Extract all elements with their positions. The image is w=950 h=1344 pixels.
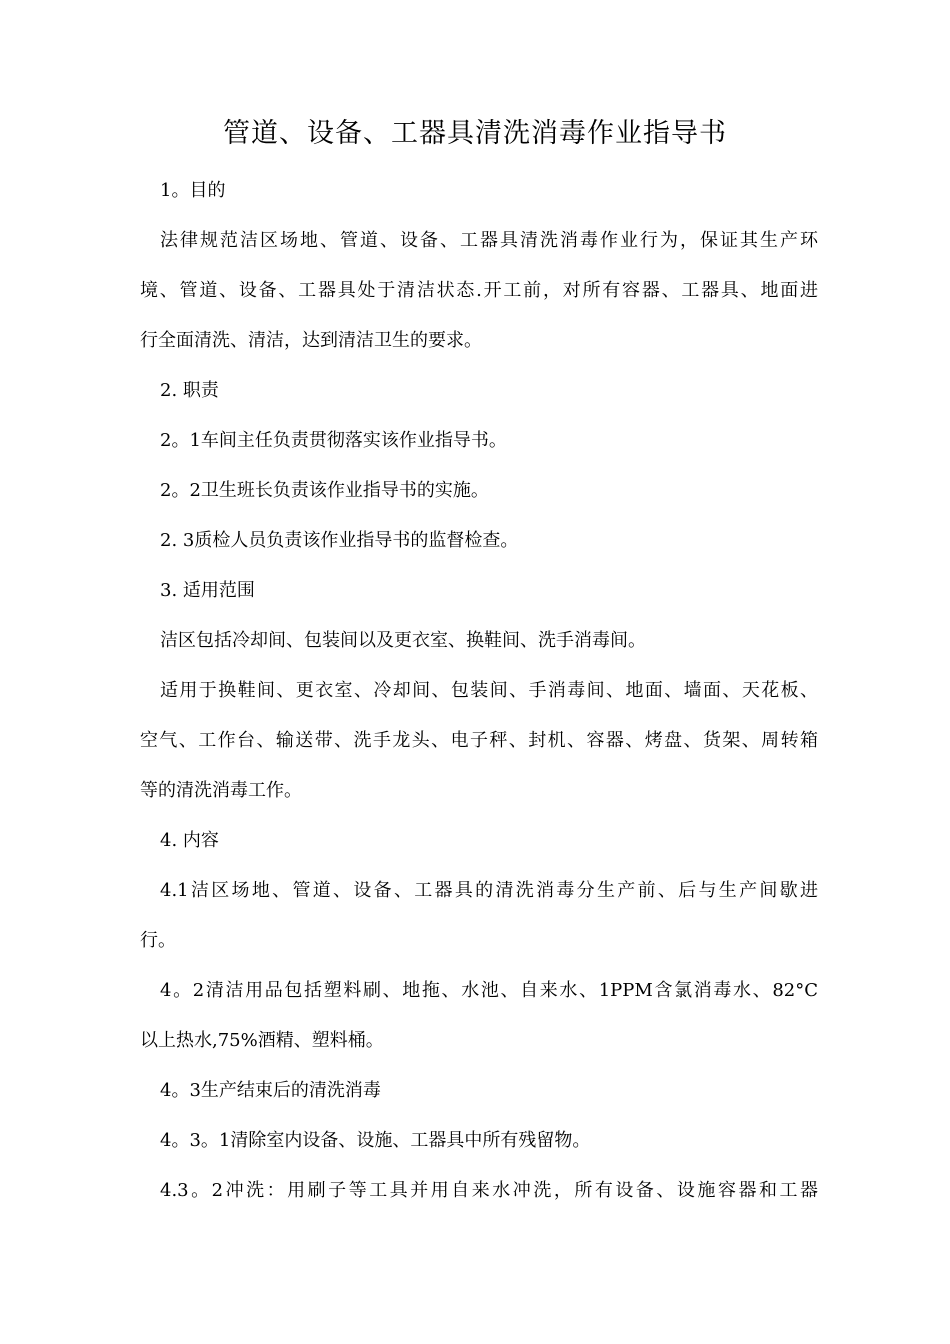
paragraph-line: 适用于换鞋间、更衣室、冷却间、包装间、手消毒间、地面、墙面、天花板、 (160, 680, 818, 701)
section-heading-scope: 3. 适用范围 (160, 580, 255, 601)
paragraph-line: 2。2卫生班长负责该作业指导书的实施。 (160, 480, 489, 501)
paragraph-line: 4。2清洁用品包括塑料刷、地拖、水池、自来水、1PPM含氯消毒水、82°C (160, 980, 818, 1001)
paragraph-line: 等的清洗消毒工作。 (140, 780, 302, 801)
paragraph-line: 空气、工作台、输送带、洗手龙头、电子秤、封机、容器、烤盘、货架、周转箱 (140, 730, 818, 751)
paragraph-line: 行。 (140, 930, 176, 951)
paragraph-line: 2. 3质检人员负责该作业指导书的监督检查。 (160, 530, 519, 551)
paragraph-line: 法律规范洁区场地、管道、设备、工器具清洗消毒作业行为，保证其生产环 (160, 230, 818, 251)
paragraph-line: 4.3。2冲洗：用刷子等工具并用自来水冲洗，所有设备、设施容器和工器 (160, 1180, 818, 1201)
paragraph-line: 4。3生产结束后的清洗消毒 (160, 1080, 381, 1101)
paragraph-line: 2。1车间主任负责贯彻落实该作业指导书。 (160, 430, 507, 451)
section-heading-duties: 2. 职责 (160, 380, 219, 401)
paragraph-line: 4.1洁区场地、管道、设备、工器具的清洗消毒分生产前、后与生产间歇进 (160, 880, 818, 901)
section-heading-purpose: 1。目的 (160, 180, 226, 201)
document-title: 管道、设备、工器具清洗消毒作业指导书 (223, 118, 727, 149)
section-heading-content: 4. 内容 (160, 830, 219, 851)
paragraph-line: 4。3。1清除室内设备、设施、工器具中所有残留物。 (160, 1130, 591, 1151)
paragraph-line: 洁区包括冷却间、包装间以及更衣室、换鞋间、洗手消毒间。 (160, 630, 646, 651)
paragraph-line: 行全面清洗、清洁，达到清洁卫生的要求。 (140, 330, 482, 351)
paragraph-line: 境、管道、设备、工器具处于清洁状态.开工前，对所有容器、工器具、地面进 (140, 280, 818, 301)
paragraph-line: 以上热水,75%酒精、塑料桶。 (140, 1030, 384, 1051)
document-body (140, 166, 818, 1216)
